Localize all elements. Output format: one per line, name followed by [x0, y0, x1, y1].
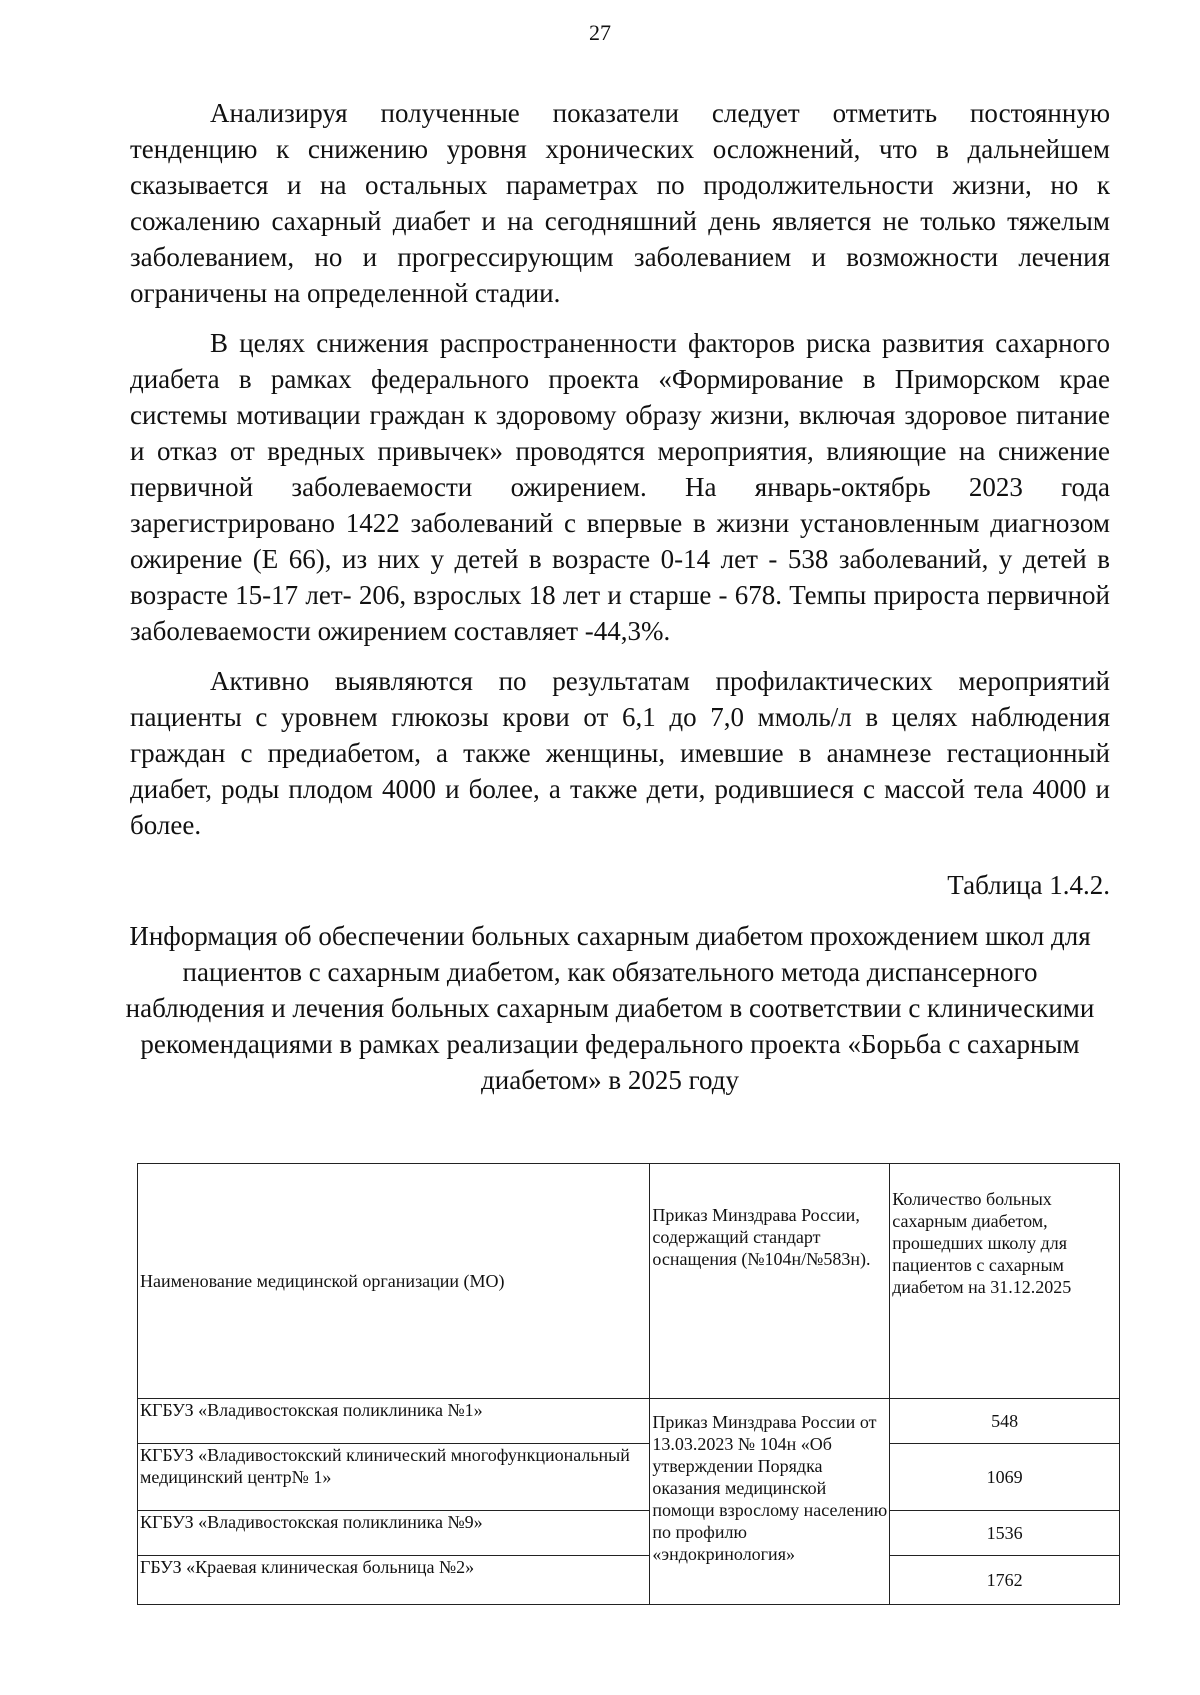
- table-row: [138, 1511, 1120, 1556]
- table-row: [138, 1399, 1120, 1444]
- header-cell-order: Приказ Минздрава России, содержащий стандарт оснащения (№104н/№583н).: [650, 1164, 890, 1399]
- cell-mo: КГБУЗ «Владивостокский клинический многофункциональный медицинский центр№ 1»: [138, 1444, 650, 1511]
- cell-mo: КГБУЗ «Владивостокская поликлиника №1»: [138, 1399, 650, 1444]
- data-table: [137, 1163, 1120, 1605]
- cell-count: 1762: [890, 1556, 1120, 1605]
- cell-count: 1069: [890, 1444, 1120, 1511]
- header-cell-count: Количество больных сахарным диабетом, прошедших школу для пациентов с сахарным диабетом на 31.12.2025: [890, 1164, 1120, 1399]
- paragraph: Активно выявляются по результатам профилактических мероприятий пациенты с уровнем глюкозы крови от 6,1 до 7,0 ммоль/л в целях наблюдения граждан с предиабетом, а также женщины, имевшие в анамнезе гестационный диабет, роды плодом 4000 и более, а также дети, родившиеся с массой тела 4000 и более.: [130, 666, 1110, 840]
- table-header-row: [138, 1164, 1120, 1399]
- cell-count: 548: [890, 1399, 1120, 1444]
- cell-mo: ГБУЗ «Краевая клиническая больница №2»: [138, 1556, 650, 1605]
- paragraph: Анализируя полученные показатели следует отметить постоянную тенденцию к снижению уровня хронических осложнений, что в дальнейшем сказывается и на остальных параметрах по продолжительности жизни, но к сожалению сахарный диабет и на сегодняшний день является не только тяжелым заболеванием, но и прогрессирующим заболеванием и возможности лечения ограничены на определенной стадии.: [130, 98, 1110, 308]
- header-cell-mo: Наименование медицинской организации (МО): [138, 1164, 650, 1399]
- table-title: Информация об обеспечении больных сахарным диабетом прохождением школ для пациентов с сахарным диабетом, как обязательного метода диспансерного наблюдения и лечения больных сахарным диабетом в соответствии с клиническими рекомендациями в рамках реализации федерального проекта «Борьба с сахарным диабетом» в 2025 году: [125, 921, 1095, 1095]
- table-caption: Таблица 1.4.2.: [947, 870, 1110, 900]
- cell-order: Приказ Минздрава России от 13.03.2023 № 104н «Об утверждении Порядка оказания медицинской помощи взрослому населению по профилю «эндокринология»: [650, 1399, 890, 1605]
- table-row: [138, 1444, 1120, 1511]
- paragraph: В целях снижения распространенности факторов риска развития сахарного диабета в рамках федерального проекта «Формирование в Приморском крае системы мотивации граждан к здоровому образу жизни, включая здоровое питание и отказ от вредных привычек» проводятся мероприятия, влияющие на снижение первичной заболеваемости ожирением. На январь-октябрь 2023 года зарегистрировано 1422 заболеваний с впервые в жизни установленным диагнозом ожирение (Е 66), из них у детей в возрасте 0-14 лет - 538 заболеваний, у детей в возрасте 15-17 лет- 206, взрослых 18 лет и старше - 678. Темпы прироста первичной заболеваемости ожирением составляет -44,3%.: [130, 328, 1110, 646]
- cell-mo: КГБУЗ «Владивостокская поликлиника №9»: [138, 1511, 650, 1556]
- cell-count: 1536: [890, 1511, 1120, 1556]
- body-text: [130, 95, 1110, 857]
- page-number: 27: [589, 20, 611, 45]
- table-row: [138, 1556, 1120, 1605]
